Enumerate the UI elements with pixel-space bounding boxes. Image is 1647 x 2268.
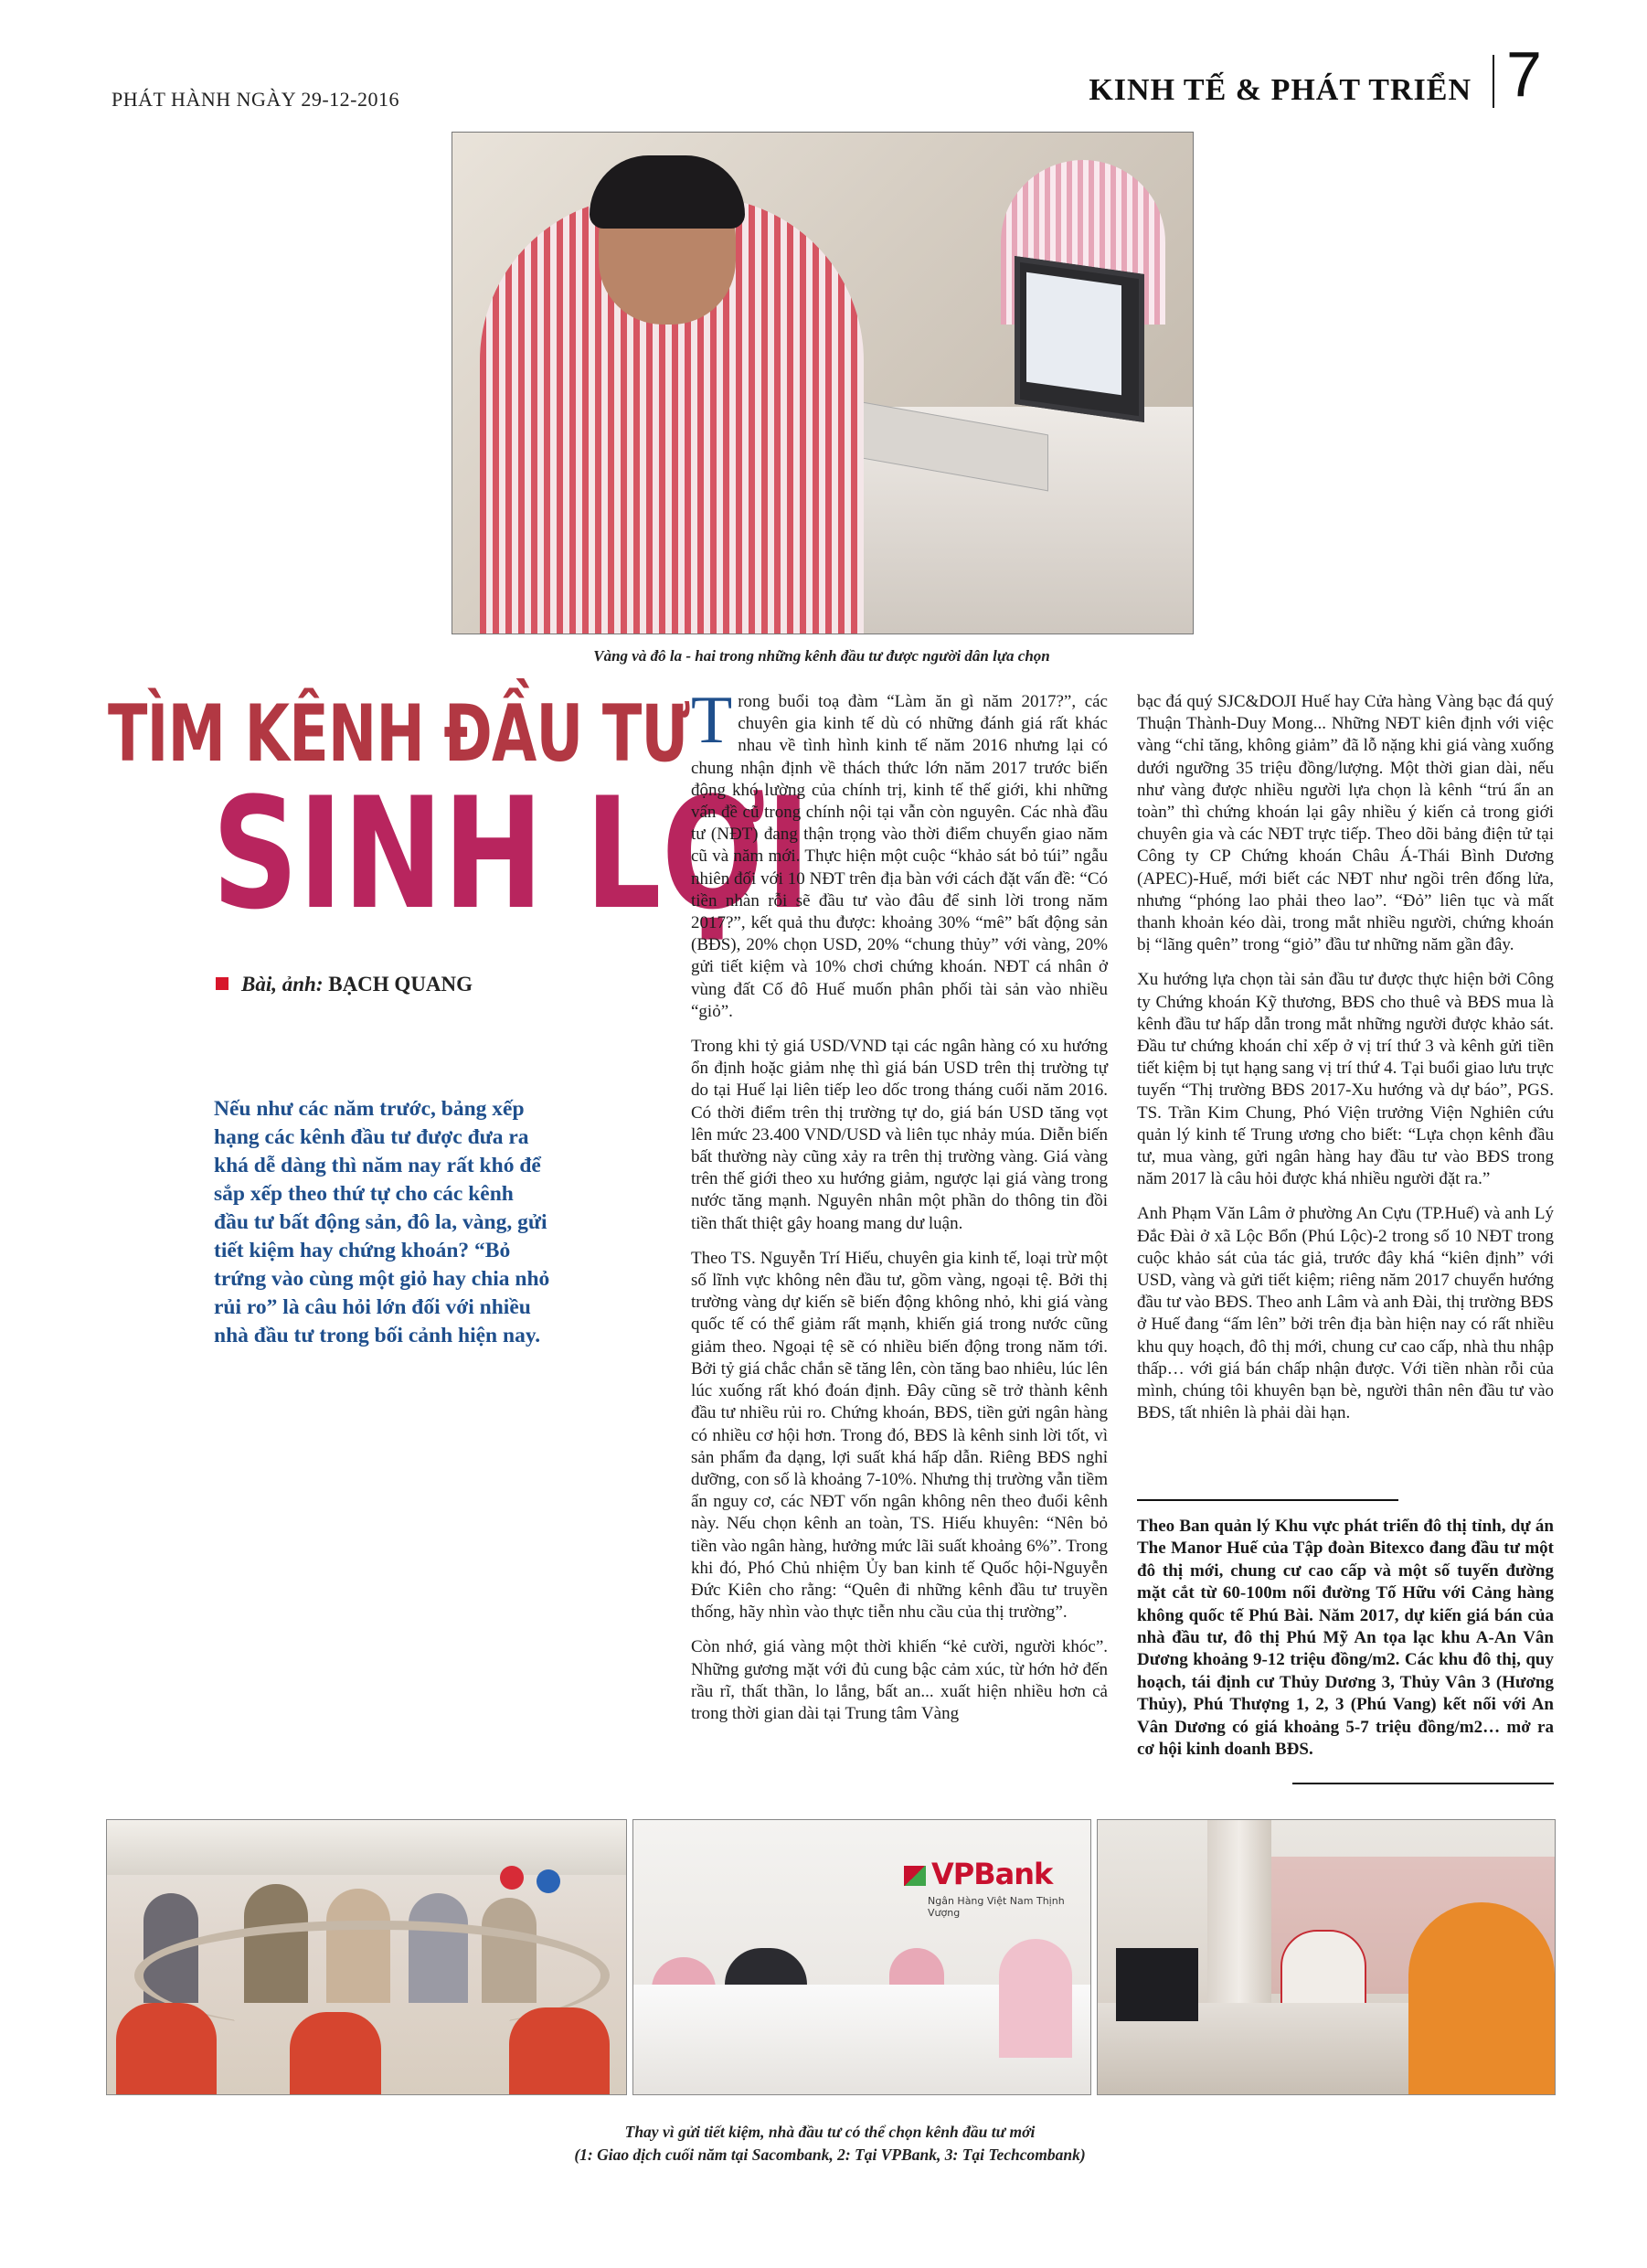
caption-line-1: Thay vì gửi tiết kiệm, nhà đầu tư có thể chọn kênh đầu tư mới (624, 2123, 1036, 2141)
headline-line-2: SINH LỢI (212, 764, 811, 943)
vpbank-tagline: Ngân Hàng Việt Nam Thịnh Vượng (928, 1895, 1065, 1919)
byline-square-icon (216, 977, 228, 990)
note-bottom-rule (1292, 1783, 1554, 1784)
top-photo-caption: Vàng và đô la - hai trong những kênh đầu tư được người dân lựa chọn (593, 647, 1050, 665)
photo-techcombank (1097, 1819, 1556, 2095)
top-photo-bank-teller (452, 132, 1194, 634)
counter-sign-red (500, 1866, 524, 1890)
drop-cap: T (691, 683, 733, 758)
header-divider (1493, 55, 1494, 108)
photo-monitor (1116, 1948, 1198, 2021)
boxed-note: Theo Ban quản lý Khu vực phát triển đô thị tỉnh, dự án The Manor Huế của Tập đoàn Bitexco đang đầu tư một đô thị mới, chung cư cao cấp và một số tuyến đường mặt cắt từ 60-100m nối đường Tố Hữu với Cảng hàng không quốc tế Phú Bài. Năm 2017, dự kiến giá bán của nhà đầu tư, đô thị Phú Mỹ An tọa lạc khu A-An Vân Dương khoảng 9-12 triệu đồng/m2. Các khu đô thị, quy hoạch, tái định cư Thủy Dương 3, Thủy Vân 3 (Hương Thủy), Phú Thượng 1, 2, 3 (Phú Vang) kết nối với An Vân Dương có giá khoảng 5-7 triệu đồng/m2… mở ra cơ hội kinh doanh BĐS. (1137, 1517, 1554, 1760)
photo-hair (590, 155, 745, 229)
body-paragraph: Xu hướng lựa chọn tài sản đầu tư được thực hiện bởi Công ty Chứng khoán Kỹ thương, BĐS cho thuê và BĐS mua là kênh đầu tư hấp dẫn trong mắt những người được khảo sát. Đầu tư chứng khoán chỉ xếp ở vị trí thứ 3 và kênh gửi tiền tiết kiệm bị tụt hạng sang vị trí thứ 4. Tại buổi giao lưu trực tuyến “Thị trường BĐS 2017-Xu hướng và dự báo”, PGS. TS. Trần Kim Chung, Phó Viện trưởng Viện Nghiên cứu quản lý kinh tế Trung ương cho biết: “Lựa chọn kênh đầu tư, mua vàng, gửi ngân hàng hay đầu tư vào BĐS trong năm 2017 là câu hỏi được khá nhiều người đặt ra.” (1137, 970, 1554, 1189)
caption-line-2: (1: Giao dịch cuối năm tại Sacombank, 2: Tại VPBank, 3: Tại Techcombank) (574, 2146, 1086, 2164)
page-number: 7 (1506, 38, 1542, 110)
byline (216, 973, 473, 996)
vpbank-logo (904, 1857, 1052, 1891)
body-paragraph (691, 683, 1108, 1023)
body-paragraph: Trong khi tỷ giá USD/VND tại các ngân hàng có xu hướng ổn định hoặc giảm nhẹ thì giá bán USD trên thị trường tự do tại Huế lại liên tiếp leo dốc trong tháng cuối năm 2016. Có thời điểm trên thị trường tự do, giá bán USD tăng vọt lên mức 23.400 VND/USD và liên tục nhảy múa. Diễn biến bất thường này cũng xảy ra trên thị trường vàng. Giá vàng trên thế giới theo xu hướng giảm, ngược lại giá vàng trong nước tăng mạnh. Nguyên nhân một phần do thông tin đồi tiền thất thiệt gây hoang mang dư luận. (691, 1037, 1108, 1233)
body-paragraph: Còn nhớ, giá vàng một thời khiến “kẻ cười, người khóc”. Những gương mặt với đủ cung bậc cảm xúc, từ hớn hở đến rầu rĩ, thất thần, lo lắng, bất an... xuất hiện nhiều hơn cả trong thời gian dài tại Trung tâm Vàng (691, 1637, 1108, 1723)
body-paragraph: Anh Phạm Văn Lâm ở phường An Cựu (TP.Huế) và anh Lý Đắc Đài ở xã Lộc Bổn (Phú Lộc)-2 trong số 10 NĐT trong cuộc khảo sát của tác giả, trước đây khá “kiên định” với USD, vàng và gửi tiết kiệm; riêng năm 2017 chuyển hướng đầu tư vào BĐS. Theo anh Lâm và anh Đài, thị trường BĐS ở Huế đang “ấm lên” bởi trên địa bàn hiện nay có rất nhiều khu quy hoạch, đô thị mới, chung cư cao cấp, nhà thu nhập thấp… với giá bán chấp nhận được. Với tiền nhàn rỗi của mình, chúng tôi khuyên bạn bè, người thân nên đầu tư vào BĐS, tất nhiên là phải dài hạn. (1137, 1204, 1554, 1423)
body-column-2 (1137, 691, 1554, 1438)
body-paragraph: Theo TS. Nguyễn Trí Hiếu, chuyên gia kinh tế, loại trừ một số lĩnh vực không nên đầu tư, gồm vàng, ngoại tệ. Bởi thị trường vàng dự kiến sẽ biến động không nhỏ, khi giá vàng quốc tế có thể giảm rất mạnh, khiến giá trong nước cũng giảm theo. Ngoại tệ sẽ có nhiều biến động trong năm tới. Bởi tỷ giá chắc chắn sẽ tăng lên, còn tăng bao nhiêu, lúc lên lúc xuống rất khó đoán định. Đây cũng sẽ trở thành kênh đầu tư nhiều rủi ro. Chứng khoán, BĐS, tiền gửi ngân hàng có nhiều cơ hội hơn. Trong đó, BĐS là kênh sinh lời tốt, vì sản phẩm đa dạng, lợi suất khá hấp dẫn. Riêng BĐS nghỉ dưỡng, con số là khoảng 7-10%. Nhưng thị trường vẫn tiềm ẩn nguy cơ, các NĐT vốn ngân không nên theo đuổi kênh này. Nếu chọn kênh an toàn, TS. Hiếu khuyên: “Nên bỏ tiền vào ngân hàng, hưởng mức lãi suất khoảng 6%”. Trong khi đó, Phó Chủ nhiệm Ủy ban kinh tế Quốc hội-Nguyễn Đức Kiên cho rằng: “Quên đi những kênh đầu tư truyền thống, hãy nhìn vào thực tiễn nhu cầu của thị trường”. (691, 1248, 1108, 1623)
photo-teller (290, 2012, 381, 2094)
photo-sacombank (106, 1819, 627, 2095)
vpbank-mark-icon (904, 1866, 926, 1886)
photo-vpbank (632, 1819, 1091, 2095)
photo-teller (116, 2003, 217, 2094)
issue-date: PHÁT HÀNH NGÀY 29-12-2016 (112, 88, 399, 111)
body-column-1 (691, 683, 1108, 1738)
photo-ceiling (107, 1820, 626, 1875)
section-title: KINH TẾ & PHÁT TRIỂN (1089, 73, 1472, 107)
counter-sign-blue (537, 1869, 560, 1893)
body-paragraph: bạc đá quý SJC&DOJI Huế hay Cửa hàng Vàng bạc đá quý Thuận Thành-Duy Mong... Những NĐT kiên định với việc vàng “chỉ tăng, không giảm” đã lỗ nặng khi giá vàng xuống dưới ngưỡng 35 triệu đồng/lượng. Một thời gian dài, nếu như vàng được nhiều người lựa chọn là kênh “trú ẩn an toàn” thì chứng khoán lại gây nhiều ý kiến cả trong giới chuyên gia và các NĐT trực tiếp. Theo dõi bảng điện tử tại Công ty CP Chứng khoán Châu Á-Thái Bình Dương (APEC)-Huế, mới biết các NĐT như ngồi trên đống lửa, nhưng “phóng lao phải theo lao”. “Đỏ” liên tục và mất thanh khoản kéo dài, trong mắt nhiều người, chứng khoán bị “lãng quên” trong “giỏ” đầu tư những năm gần đây. (1137, 692, 1554, 955)
note-top-rule (1137, 1499, 1398, 1501)
photo-screen (1026, 272, 1121, 396)
byline-label: Bài, ảnh: (241, 973, 324, 996)
lead-paragraph: Nếu như các năm trước, bảng xếp hạng các kênh đầu tư được đưa ra khá dễ dàng thì năm nay rất khó để sắp xếp theo thứ tự cho các kênh đầu tư bất động sản, đô la, vàng, gửi tiết kiệm hay chứng khoán? “Bỏ trứng vào cùng một giỏ hay chia nhỏ rủi ro” là câu hỏi lớn đối với nhiều nhà đầu tư trong bối cảnh hiện nay. (214, 1097, 550, 1347)
headline-line-1: TÌM KÊNH ĐẦU TƯ (108, 688, 689, 780)
byline-author: BẠCH QUANG (328, 973, 473, 996)
photo-teller (509, 2007, 610, 2094)
bottom-photos-caption (106, 2121, 1554, 2167)
vpbank-logo-text: VPBank (931, 1857, 1053, 1891)
paragraph-text: rong buổi toạ đàm “Làm ăn gì năm 2017?”, các chuyên gia kinh tế dù có những đánh giá rất khác nhau về tình hình kinh tế năm 2016 nhưng lại có chung nhận định về thách thức lớn năm 2017 trước biến động khó lường của chính trị, kinh tế thế giới, khi những vấn đề cũ trong chính nội tại vẫn còn nguyên. Các nhà đầu tư (NĐT) đang thận trọng vào thời điểm chuyển giao năm cũ và năm mới. Thực hiện một cuộc “khảo sát bỏ túi” ngẫu nhiên đối với 10 NĐT trên địa bàn với cách đặt vấn đề: “Có tiền nhàn rỗi sẽ đầu tư vào đâu để sinh lời trong năm 2017?”, kết quả thu được: khoảng 30% “mê” bất động sản (BĐS), 20% chọn USD, 20% “chung thủy” với vàng, 20% gửi tiết kiệm và 10% chơi chứng khoán. NĐT cá nhân ở vùng đất Cố đô Huế muốn phân phối tài sản vào nhiều “giỏ”. (691, 692, 1108, 1021)
photo-teller (1408, 1902, 1555, 2094)
photo-teller (999, 1939, 1072, 2058)
